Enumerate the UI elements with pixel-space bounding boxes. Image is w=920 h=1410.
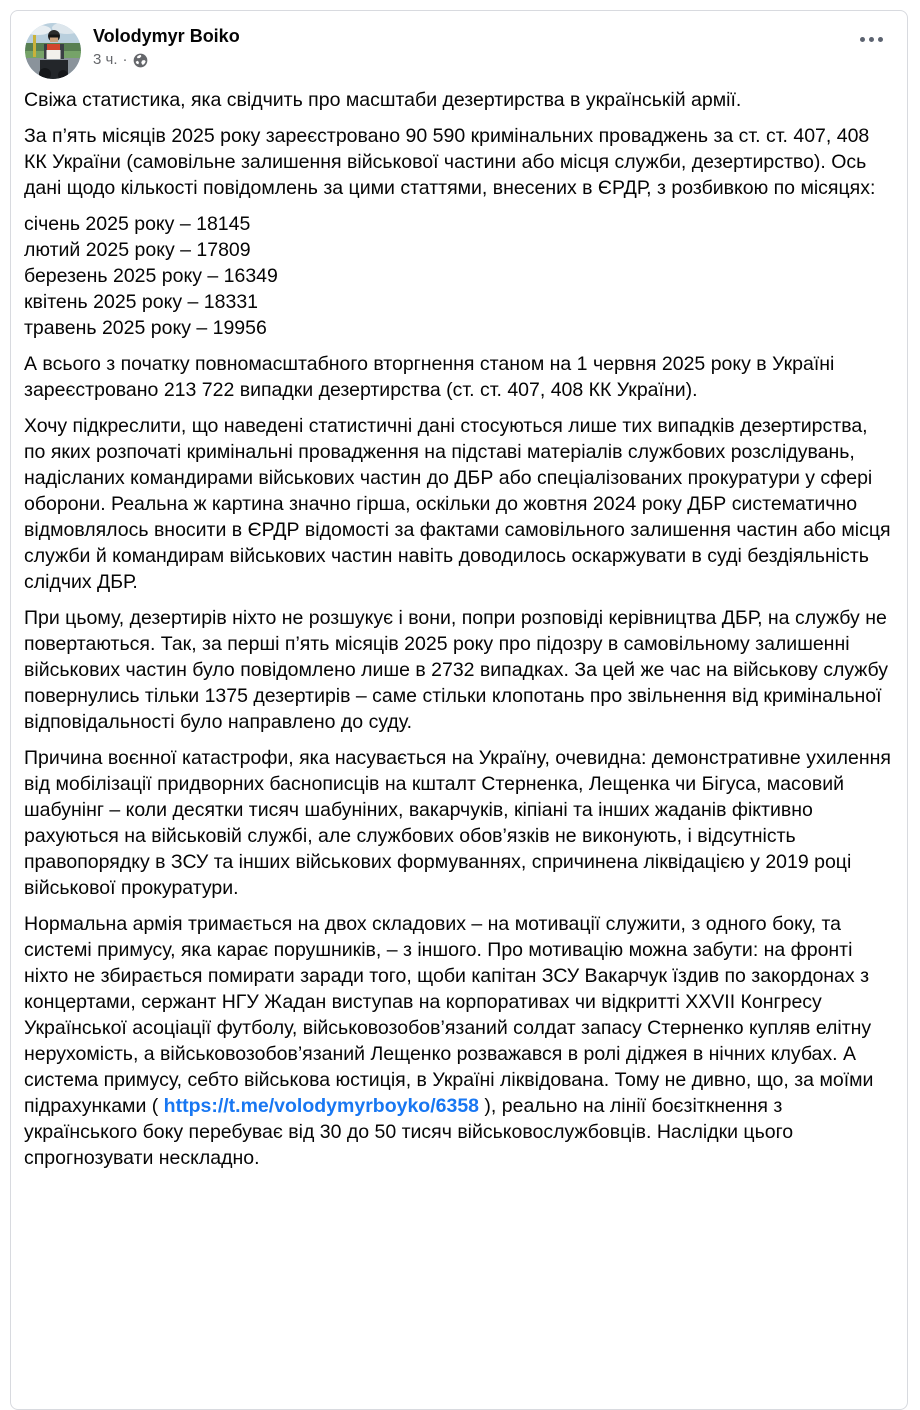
stat-line-april: квітень 2025 року – 18331 (24, 291, 259, 313)
stat-line-january: січень 2025 року – 18145 (24, 213, 251, 235)
post-paragraph-intro: Свіжа статистика, яка свідчить про масштаби дезертирства в українській армії. (24, 89, 742, 111)
post-paragraph-conclusion (24, 911, 894, 1171)
monthly-stats-list (24, 211, 894, 341)
timestamp[interactable]: 3 ч. (93, 51, 118, 68)
post-paragraph-no-search: При цьому, дезертирів ніхто не розшукує і вони, попри розповіді керівництва ДБР, на службу не повертаються. Так, за перші п’ять місяців 2025 року про підозру в самовільному залишенні військових частин було повідомлено лише в 2732 випадках. За цей же час на військову службу повернулись тільки 1375 дезертирів – саме стільки клопотань про звільнення від кримінальної відповідальності було направлено до суду. (24, 607, 889, 733)
stat-line-may: травень 2025 року – 19956 (24, 317, 267, 339)
avatar-photo (25, 23, 81, 79)
post-card (10, 10, 908, 1410)
post-paragraph-cause: Причина воєнної катастрофи, яка насувається на Україну, очевидна: демонстративне ухилення від мобілізації придворних баснописців на кшталт Стерненка, Лещенка чи Бігуса, масовий шабунінг – коли десятки тисяч шабуніних, вакарчуків, кіпіані та інших жаданів фіктивно рахуються на військовій службі, але службових обов’язків не виконують, і відсутність правопорядку в ЗСУ та інших військових формуваннях, спричинена ліквідацією у 2019 році військової прокуратури. (24, 747, 891, 899)
conclusion-text-before-link: Нормальна армія тримається на двох складових – на мотивації служити, з одного боку, та системі примусу, яка карає порушників, – з іншого. Про мотивацію можна забути: на фронті ніхто не збирається помирати заради того, щоби капітан ЗСУ Вакарчук їздив по закордонах з концертами, сержант НГУ Жадан виступав на корпоративах чи відкритті XXVII Конгресу Української асоціації футболу, військовозобов’язаний солдат запасу Стерненко купляв елітну нерухомість, а військовозобов’язаний Лещенко розважався в ролі діджея в нічних клубах. А система примусу, себто військова юстиція, в Україні ліквідована. Тому не дивно, що, за моїми підрахунками ( (24, 913, 874, 1117)
meta-separator: · (122, 51, 128, 68)
ellipsis-icon (860, 37, 865, 42)
post-paragraph-total: А всього з початку повномасштабного вторгнення станом на 1 червня 2025 року в Україні зареєстровано 213 722 випадки дезертирства (ст. ст. 407, 408 КК України). (24, 353, 835, 401)
header-meta (93, 23, 854, 69)
ellipsis-icon (878, 37, 883, 42)
post-header (11, 11, 907, 83)
post-menu-button[interactable] (854, 27, 889, 52)
conclusion-text-after-link: ), реально на лінії боєзіткнення з українського боку перебуває від 30 до 50 тисяч військовослужбовців. Наслідки цього спрогнозувати нескладно. (24, 1095, 794, 1169)
ellipsis-icon (869, 37, 874, 42)
telegram-link[interactable]: https://t.me/volodymyrboyko/6358 (163, 1095, 480, 1117)
avatar[interactable] (25, 23, 81, 79)
post-meta-line (93, 51, 854, 69)
stat-line-february: лютий 2025 року – 17809 (24, 239, 251, 261)
post-body (11, 83, 907, 1171)
post-paragraph-clarification: Хочу підкреслити, що наведені статистичні дані стосуються лише тих випадків дезертирства, по яких розпочаті кримінальні провадження на підставі матеріалів службових розслідувань, надісланих командирами військових частин до ДБР або спеціалізованих прокуратури у сфері оборони. Реальна ж картина значно гірша, оскільки до жовтня 2024 року ДБР систематично відмовлялось вносити в ЄРДР відомості за фактами самовільного залишення частин або місця служби й командирам військових частин навіть доводилось оскаржувати в суді бездіяльність слідчих ДБР. (24, 415, 891, 593)
author-name[interactable]: Volodymyr Boiko (93, 26, 240, 46)
post-paragraph-stats-lead: За п’ять місяців 2025 року зареєстровано 90 590 кримінальних проваджень за ст. ст. 407, 408 КК України (самовільне залишення військової частини або місця служби, дезертирство). Ось дані щодо кількості повідомлень за цими статтями, внесених в ЄРДР, з розбивкою по місяцях: (24, 125, 876, 199)
globe-icon (133, 53, 148, 68)
stat-line-march: березень 2025 року – 16349 (24, 265, 278, 287)
